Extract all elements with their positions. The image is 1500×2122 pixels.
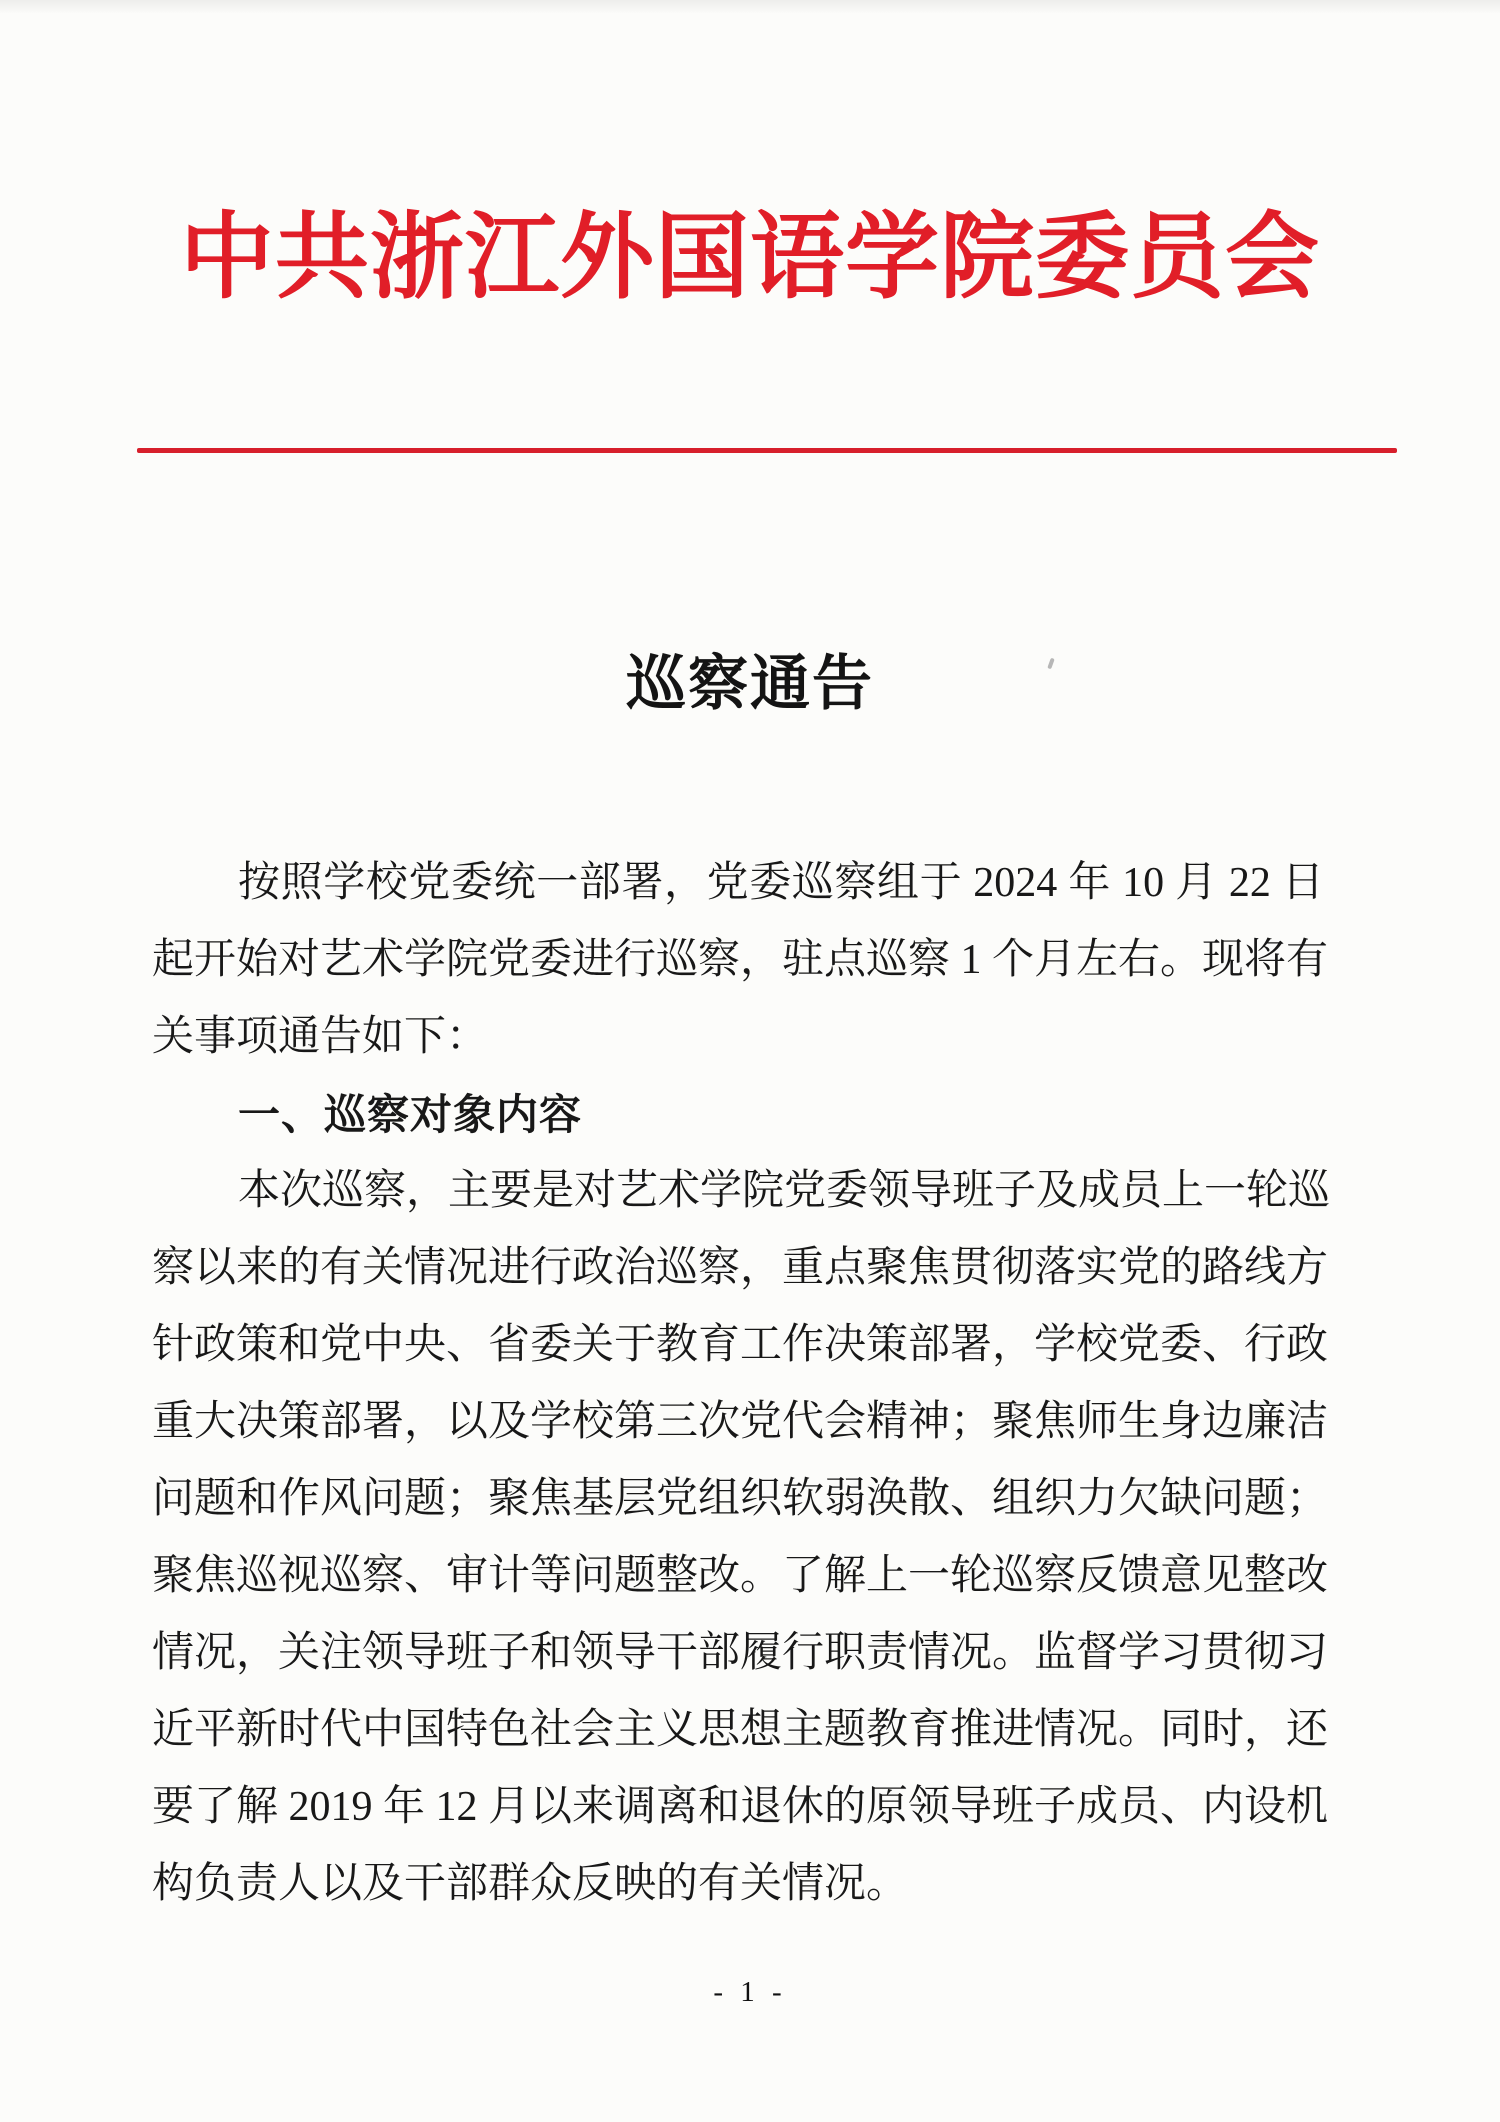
body-line: 情况，关注领导班子和领导干部履行职责情况。监督学习贯彻习 bbox=[152, 1630, 1329, 1676]
section-heading: 一、巡察对象内容 bbox=[238, 1091, 583, 1138]
body-line: 问题和作风问题；聚焦基层党组织软弱涣散、组织力欠缺问题； bbox=[152, 1476, 1329, 1522]
document-title: 巡察通告 bbox=[626, 651, 874, 717]
body-line: 针政策和党中央、省委关于教育工作决策部署，学校党委、行政 bbox=[152, 1322, 1329, 1368]
page-number: - 1 - bbox=[713, 1976, 787, 2008]
letterhead-divider-line bbox=[137, 448, 1397, 453]
body-line: 按照学校党委统一部署，党委巡察组于 2024 年 10 月 22 日 bbox=[238, 860, 1324, 906]
body-line: 本次巡察，主要是对艺术学院党委领导班子及成员上一轮巡 bbox=[238, 1168, 1331, 1214]
body-line: 近平新时代中国特色社会主义思想主题教育推进情况。同时，还 bbox=[152, 1707, 1329, 1753]
body-line: 聚焦巡视巡察、审计等问题整改。了解上一轮巡察反馈意见整改 bbox=[152, 1553, 1329, 1599]
body-line: 要了解 2019 年 12 月以来调离和退休的原领导班子成员、内设机 bbox=[152, 1784, 1329, 1830]
body-line: 构负责人以及干部群众反映的有关情况。 bbox=[152, 1861, 909, 1907]
body-line: 察以来的有关情况进行政治巡察，重点聚焦贯彻落实党的路线方 bbox=[152, 1245, 1329, 1291]
body-line: 起开始对艺术学院党委进行巡察，驻点巡察 1 个月左右。现将有 bbox=[152, 937, 1329, 983]
document-body bbox=[152, 845, 1331, 1923]
body-line: 关事项通告如下： bbox=[152, 1014, 489, 1060]
letterhead-title: 中共浙江外国语学院委员会 bbox=[179, 206, 1320, 310]
body-line: 重大决策部署，以及学校第三次党代会精神；聚焦师生身边廉洁 bbox=[152, 1399, 1329, 1445]
